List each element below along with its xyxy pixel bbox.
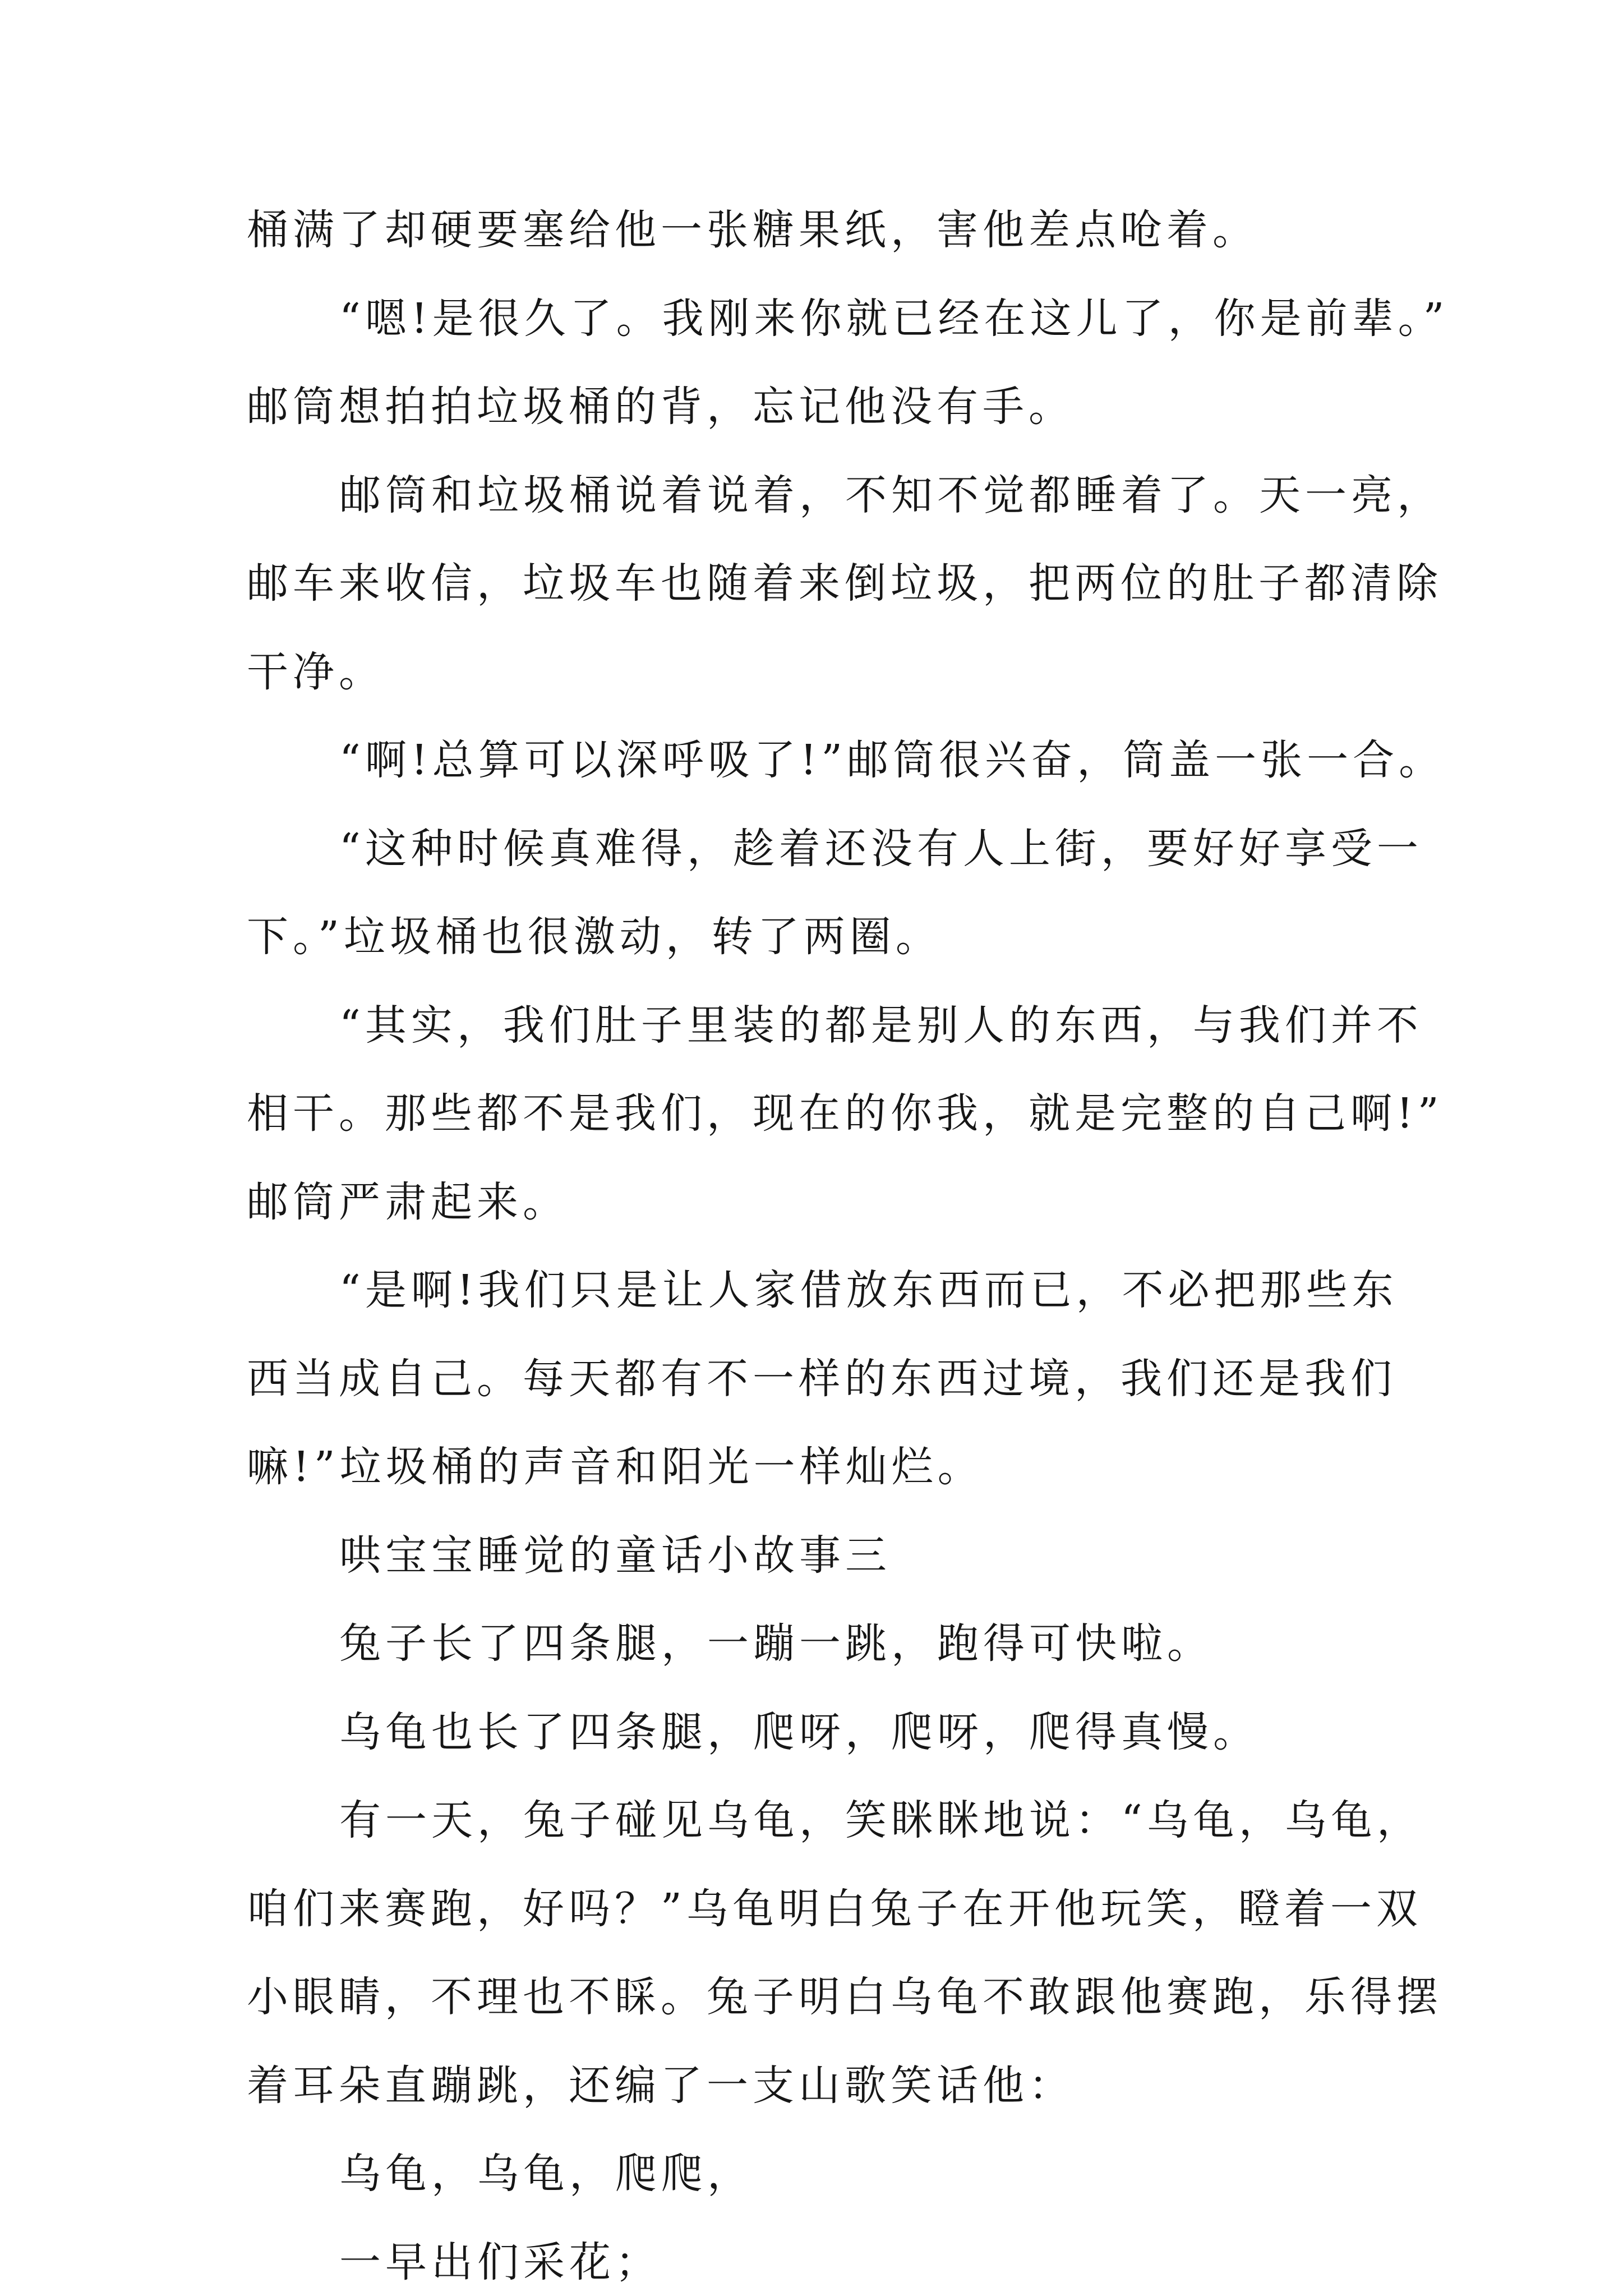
- text-line: 桶满了却硬要塞给他一张糖果纸，害他差点呛着。: [247, 206, 1258, 254]
- text-line: 乌龟也长了四条腿，爬呀，爬呀，爬得真慢。: [339, 1708, 1259, 1756]
- text-line: “是啊!我们只是让人家借放东西而已，不必把那些东: [339, 1266, 1398, 1314]
- poem-line: 乌龟，乌龟，爬爬，: [339, 2150, 753, 2198]
- text-line: 相干。那些都不是我们，现在的你我，就是完整的自己啊!”: [247, 1089, 1444, 1138]
- text-line: 有一天，兔子碰见乌龟，笑眯眯地说：“乌龟，乌龟，: [339, 1796, 1423, 1844]
- poem-line: 一早出们采花；: [339, 2238, 661, 2286]
- text-line: “啊!总算可以深呼吸了!”邮筒很兴奋，筒盖一张一合。: [339, 736, 1445, 784]
- text-line: 邮筒严肃起来。: [247, 1178, 569, 1226]
- text-line: 下。”垃圾桶也很激动，转了两圈。: [247, 913, 942, 961]
- text-line: 着耳朵直蹦跳，还编了一支山歌笑话他：: [247, 2062, 1075, 2110]
- text-line: “这种时候真难得，趁着还没有人上街，要好好享受一: [339, 825, 1423, 873]
- text-line: 嘛!”垃圾桶的声音和阳光一样灿烂。: [247, 1443, 984, 1491]
- text-line: 西当成自己。每天都有不一样的东西过境，我们还是我们: [247, 1355, 1396, 1403]
- section-heading: 哄宝宝睡觉的童话小故事三: [339, 1531, 891, 1580]
- text-line: 咱们来赛跑，好吗？”乌龟明白兔子在开他玩笑，瞪着一双: [247, 1885, 1422, 1933]
- text-line: 兔子长了四条腿，一蹦一跳，跑得可快啦。: [339, 1619, 1213, 1668]
- text-line: 邮车来收信，垃圾车也随着来倒垃圾，把两位的肚子都清除: [247, 559, 1442, 608]
- text-line: 干净。: [247, 648, 385, 696]
- text-line: “嗯!是很久了。我刚来你就已经在这儿了，你是前辈。”: [339, 295, 1449, 343]
- text-line: 小眼睛，不理也不睬。兔子明白乌龟不敢跟他赛跑，乐得摆: [247, 1973, 1442, 2021]
- text-line: “其实，我们肚子里装的都是别人的东西，与我们并不: [339, 1001, 1423, 1050]
- text-line: 邮筒和垃圾桶说着说着，不知不觉都睡着了。天一亮，: [339, 471, 1443, 519]
- text-line: 邮筒想拍拍垃圾桶的背，忘记他没有手。: [247, 383, 1075, 431]
